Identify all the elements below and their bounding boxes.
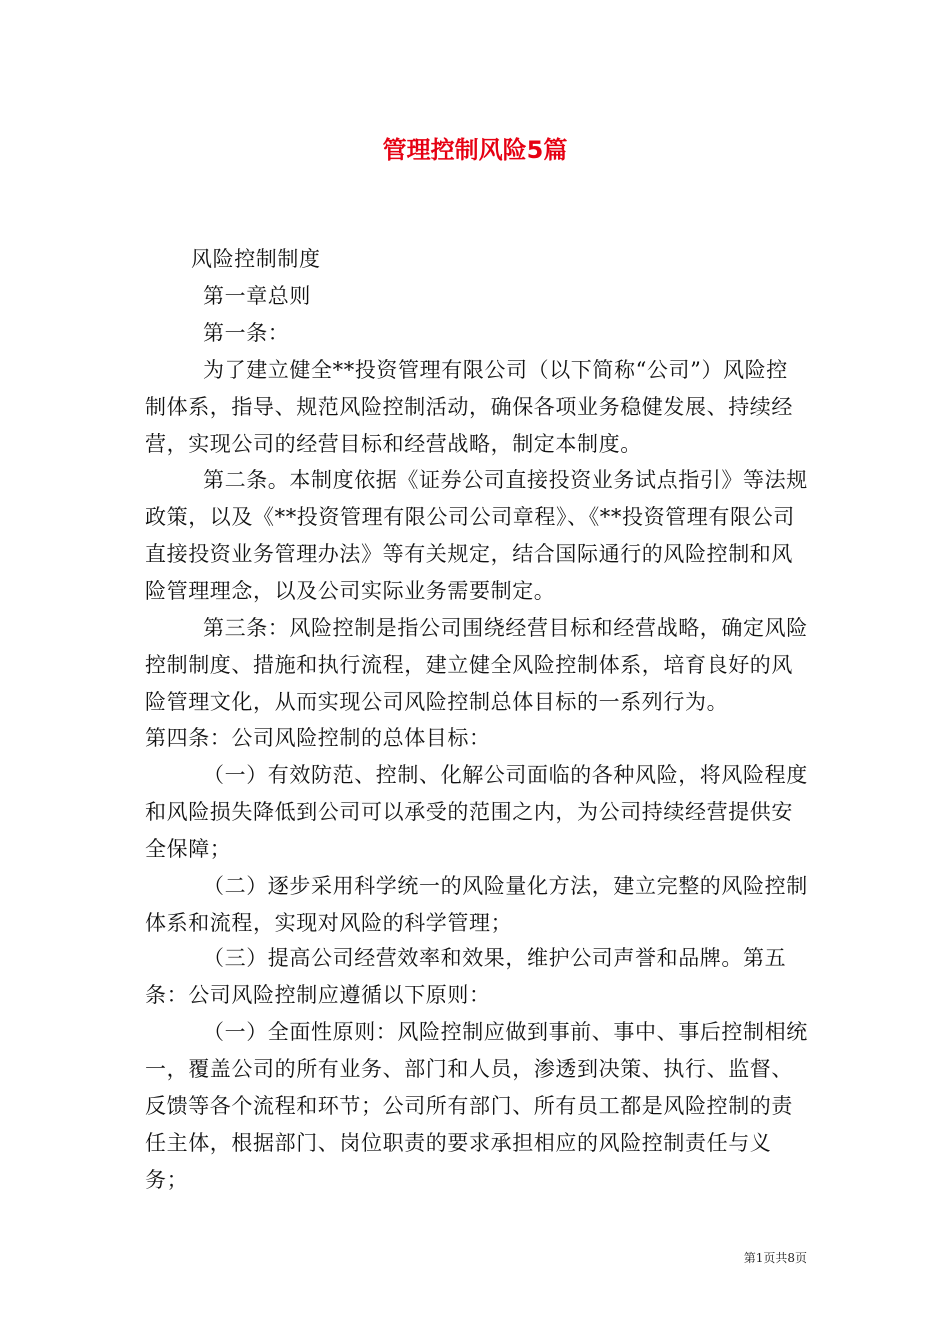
paragraph-chapter-one: 第一章总则 xyxy=(203,284,311,308)
document-title: 管理控制风险5篇 xyxy=(382,136,568,164)
paragraph-goal-two: （二）逐步采用科学统一的风险量化方法，建立完整的风险控制体系和流程，实现对风险的科学管理； xyxy=(145,874,808,935)
paragraph-article-three: 第三条：风险控制是指公司围绕经营目标和经营战略，确定风险控制制度、措施和执行流程，建立健全风险控制体系，培育良好的风险管理文化，从而实现公司风险控制总体目标的一系列行为。 xyxy=(145,616,808,714)
paragraph-goal-one: （一）有效防范、控制、化解公司面临的各种风险，将风险程度和风险损失降低到公司可以承受的范围之内，为公司持续经营提供安全保障； xyxy=(145,763,808,861)
paragraph-article-one-label: 第一条： xyxy=(203,321,290,345)
paragraph-heading-system: 风险控制制度 xyxy=(191,247,321,271)
paragraph-article-two: 第二条。本制度依据《证券公司直接投资业务试点指引》等法规政策，以及《**投资管理有限公司公司章程》、《**投资管理有限公司直接投资业务管理办法》等有关规定，结合国际通行的风险控制和风险管理理念，以及公司实际业务需要制定。 xyxy=(145,468,808,603)
page-number: 第1页共8页 xyxy=(743,1251,807,1265)
paragraph-article-one: 为了建立健全**投资管理有限公司（以下简称“公司”）风险控制体系，指导、规范风险控制活动，确保各项业务稳健发展、持续经营，实现公司的经营目标和经营战略，制定本制度。 xyxy=(145,358,793,456)
paragraph-article-four: 第四条：公司风险控制的总体目标： xyxy=(145,726,491,750)
paragraph-goal-three: （三）提高公司经营效率和效果，维护公司声誉和品牌。第五条：公司风险控制应遵循以下原则： xyxy=(145,946,787,1007)
paragraph-principle-one: （一）全面性原则：风险控制应做到事前、事中、事后控制相统一，覆盖公司的所有业务、部门和人员，渗透到决策、执行、监督、反馈等各个流程和环节；公司所有部门、所有员工都是风险控制的责任主体，根据部门、岗位职责的要求承担相应的风险控制责任与义务； xyxy=(145,1020,808,1192)
